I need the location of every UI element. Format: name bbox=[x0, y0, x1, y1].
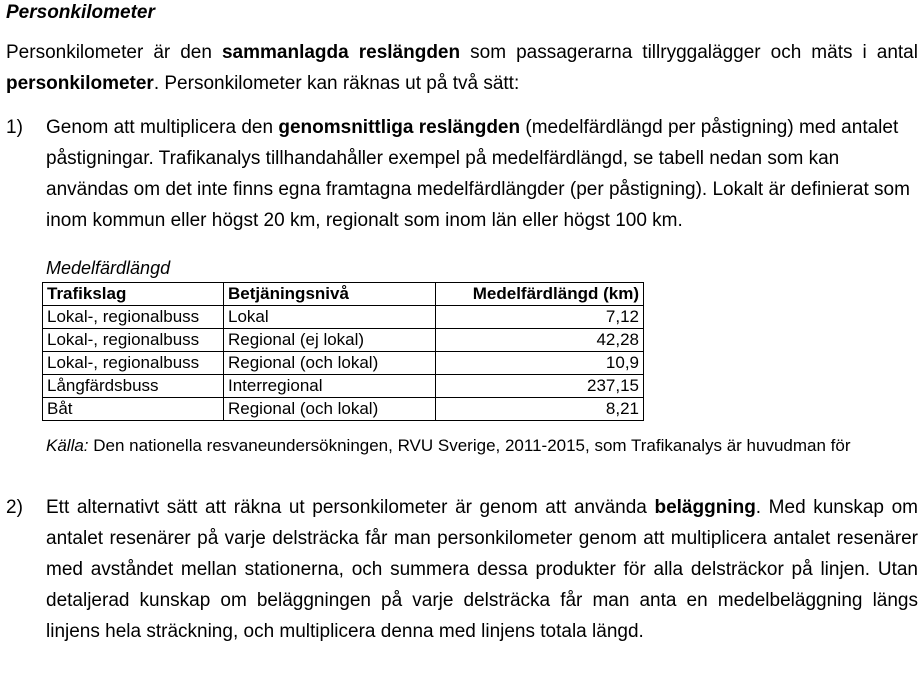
intro-text-2: som passagerarna tillryggalägger och mäts i antal bbox=[460, 42, 918, 63]
list-item-2-text bbox=[46, 492, 918, 647]
table-cell: Lokal bbox=[224, 306, 436, 329]
table-cell: Lokal-, regionalbuss bbox=[43, 306, 224, 329]
table-cell: 7,12 bbox=[436, 306, 644, 329]
intro-paragraph bbox=[6, 37, 918, 99]
source-label: Källa: bbox=[46, 436, 89, 455]
table-cell: Lokal-, regionalbuss bbox=[43, 329, 224, 352]
table-header-row bbox=[43, 283, 644, 306]
intro-bold-2: personkilometer bbox=[6, 73, 154, 94]
section-heading: Personkilometer bbox=[6, 2, 155, 23]
table-cell: Långfärdsbuss bbox=[43, 375, 224, 398]
table-row bbox=[43, 329, 644, 352]
table-row bbox=[43, 352, 644, 375]
table-cell: 237,15 bbox=[436, 375, 644, 398]
item1-bold-1: genomsnittliga reslängden bbox=[278, 117, 521, 138]
table-cell: Regional (ej lokal) bbox=[224, 329, 436, 352]
item1-text-1: Genom att multiplicera den bbox=[46, 117, 279, 138]
list-number-1: 1) bbox=[6, 117, 23, 138]
table-cell: 8,21 bbox=[436, 398, 644, 421]
header-trafikslag: Trafikslag bbox=[43, 283, 224, 306]
table-source bbox=[46, 436, 851, 456]
list-number-2: 2) bbox=[6, 497, 23, 518]
item2-bold-1: beläggning bbox=[654, 497, 756, 518]
table-cell: Båt bbox=[43, 398, 224, 421]
item2-text-1: Ett alternativt sätt att räkna ut personkilometer är genom att använda bbox=[46, 497, 655, 518]
item2-text-2: . Med kunskap om antalet resenärer på varje delsträcka får man personkilometer genom att multiplicera antalet resenärer med avståndet mellan stationerna, och summera dessa produkter för alla delsträckor på linjen. Utan detaljerad kunskap om beläggningen på varje delsträcka får man anta en medelbeläggning längs linjens hela sträckning, och multiplicera denna med linjens totala längd. bbox=[46, 497, 918, 642]
intro-text-3: . Personkilometer kan räknas ut på två sätt: bbox=[153, 73, 520, 94]
source-text: Den nationella resvaneundersökningen, RVU Sverige, 2011-2015, som Trafikanalys är huvudman för bbox=[88, 436, 851, 455]
table-cell: 10,9 bbox=[436, 352, 644, 375]
table-cell: Lokal-, regionalbuss bbox=[43, 352, 224, 375]
intro-bold-1: sammanlagda reslängden bbox=[221, 42, 461, 63]
table-row bbox=[43, 306, 644, 329]
header-medelfardlangd: Medelfärdlängd (km) bbox=[436, 283, 644, 306]
table-cell: Regional (och lokal) bbox=[224, 398, 436, 421]
table-caption: Medelfärdlängd bbox=[46, 258, 171, 278]
travel-length-table bbox=[42, 282, 644, 421]
header-betjaningsniva: Betjäningsnivå bbox=[224, 283, 436, 306]
table-row bbox=[43, 398, 644, 421]
intro-text-1: Personkilometer är den bbox=[6, 42, 222, 63]
list-item-1-text bbox=[46, 112, 918, 236]
table-cell: Regional (och lokal) bbox=[224, 352, 436, 375]
item1-text-2: (medelfärdlängd per påstigning) med antalet påstigningar. Trafikanalys tillhandahåller exempel på medelfärdlängd, se tabell nedan som kan användas om det inte finns egna framtagna medelfärdlängder (per påstigning). Lokalt är definierat som inom kommun eller högst 20 km, regionalt som inom län eller högst 100 km. bbox=[46, 117, 910, 231]
table-row bbox=[43, 375, 644, 398]
table-cell: Interregional bbox=[224, 375, 436, 398]
table-cell: 42,28 bbox=[436, 329, 644, 352]
